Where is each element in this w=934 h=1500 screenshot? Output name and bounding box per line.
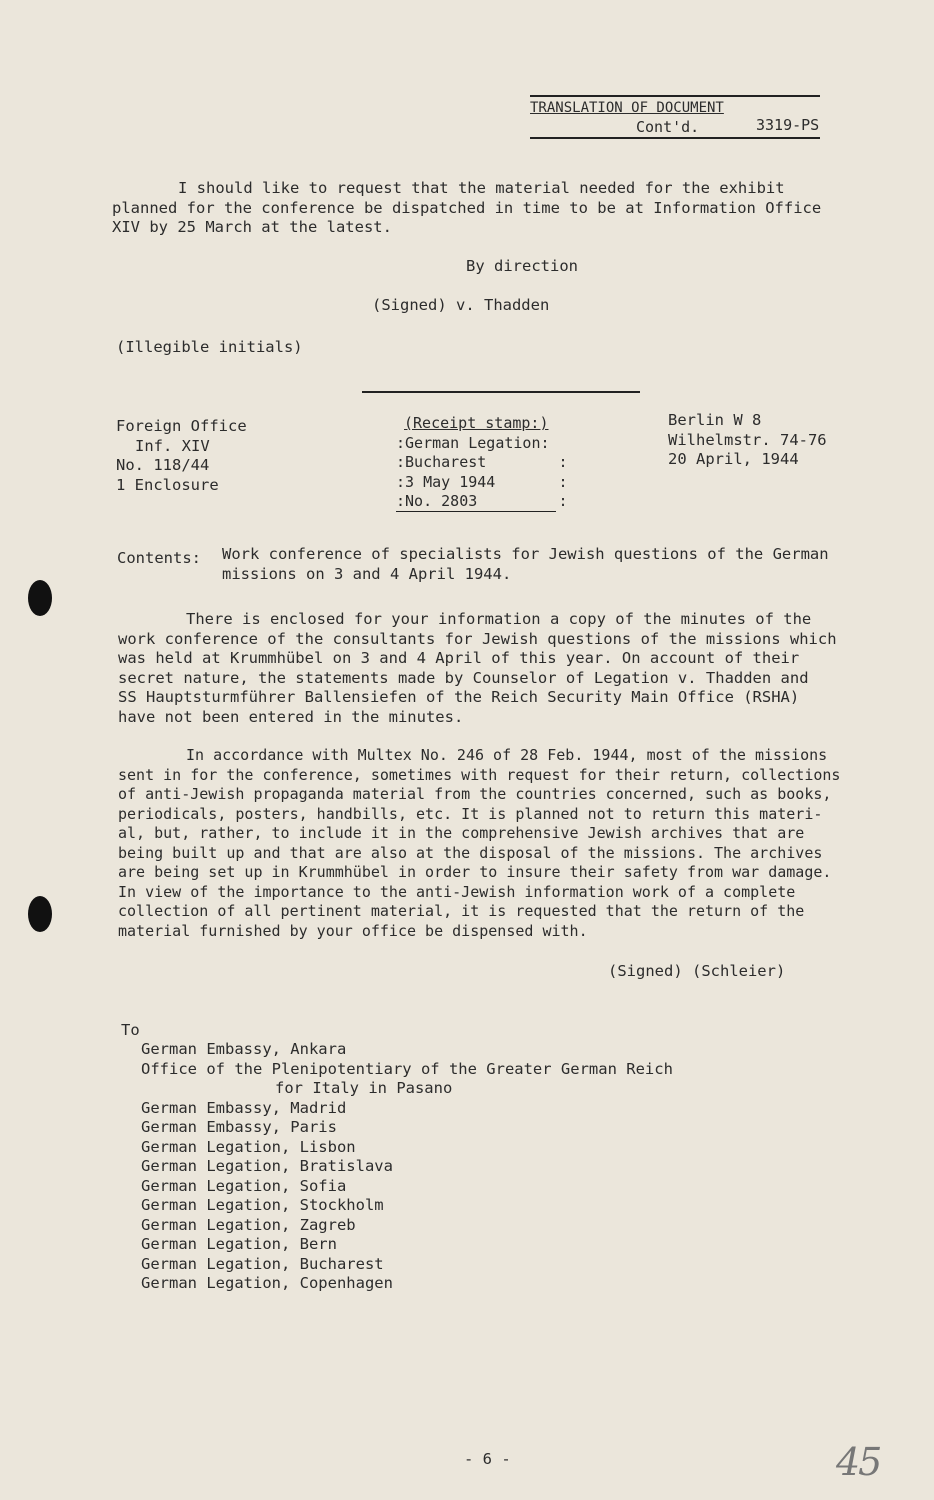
- sender-number: No. 118/44: [116, 456, 210, 474]
- handwritten-page-number: 45: [836, 1440, 881, 1484]
- place-date-block: [668, 411, 827, 470]
- list-item: German Legation, Lisbon: [141, 1137, 356, 1156]
- page-number: - 6 -: [464, 1450, 511, 1468]
- stamp-date: :3 May 1944 :: [396, 472, 568, 491]
- list-item: German Embassy, Paris: [141, 1118, 337, 1136]
- stamp-number: :No. 2803 :: [396, 492, 568, 510]
- sender-block: [116, 417, 247, 495]
- recipient-list: [141, 1040, 673, 1294]
- list-item: German Legation, Bern: [141, 1235, 337, 1253]
- signed-thadden: (Signed) v. Thadden: [372, 296, 550, 314]
- list-item: Office of the Plenipotentiary of the Greater German Reich: [141, 1059, 673, 1078]
- sender-enclosure: 1 Enclosure: [116, 475, 219, 494]
- signature-schleier: (Signed) (Schleier): [608, 962, 786, 980]
- opening-paragraph: I should like to request that the material needed for the exhibit planned for the conference be dispatched in time to be at Information Office XIV by 25 March at the latest.: [112, 179, 822, 236]
- punch-hole-top: [28, 580, 52, 616]
- list-item: German Legation, Stockholm: [141, 1196, 384, 1214]
- body-paragraph-1: There is enclosed for your information a copy of the minutes of the work conference of the consultants for Jewish questions of the missions which was held at Krummhübel on 3 and 4 April of this year. On account of their secret nature, the statements made by Counselor of Legation v. Thadden and SS Hauptsturmführer Ballensiefen of the Reich Security Main Office (RSHA) have not been entered in the minutes.: [118, 610, 837, 726]
- sender-division: Inf. XIV: [135, 436, 210, 455]
- contents-text: Work conference of specialists for Jewish questions of the German missions on 3 and 4 April 1944.: [222, 545, 829, 583]
- list-item: German Legation, Zagreb: [141, 1215, 356, 1234]
- document-title: TRANSLATION OF DOCUMENT: [530, 100, 724, 116]
- list-item: German Embassy, Ankara: [141, 1040, 347, 1058]
- stamp-heading: (Receipt stamp:): [404, 414, 549, 432]
- sender-office: Foreign Office: [116, 417, 247, 435]
- receipt-stamp: [396, 414, 568, 512]
- place-street: Wilhelmstr. 74-76: [668, 430, 827, 449]
- header-rule-top: [530, 95, 820, 97]
- contents-label: Contents:: [117, 549, 201, 567]
- to-label: To: [121, 1021, 140, 1039]
- list-item: German Legation, Bucharest: [141, 1254, 384, 1273]
- by-direction: By direction: [466, 257, 578, 275]
- list-item: German Embassy, Madrid: [141, 1098, 347, 1117]
- stamp-rule: [396, 511, 556, 512]
- list-item: German Legation, Copenhagen: [141, 1274, 393, 1292]
- letter-date: 20 April, 1944: [668, 450, 799, 468]
- stamp-city: :Bucharest :: [396, 453, 568, 471]
- list-item: for Italy in Pasano: [275, 1079, 453, 1097]
- list-item: German Legation, Sofia: [141, 1176, 347, 1195]
- place-city: Berlin W 8: [668, 411, 762, 429]
- list-item: German Legation, Bratislava: [141, 1157, 393, 1175]
- document-number: 3319-PS: [756, 116, 820, 134]
- stamp-legation: :German Legation:: [396, 433, 550, 452]
- header-rule-bottom: [530, 137, 820, 139]
- body-paragraph-2: In accordance with Multex No. 246 of 28 Feb. 1944, most of the missions sent in for the conference, sometimes with request for their return, collections of anti-Jewish propaganda material from the countries concerned, such as books, periodicals, posters, handbills, etc. It is planned not to return this materi- al, but, rather, to include it in the comprehensive Jewish archives that are being built up and that are also at the disposal of the missions. The archives are being set up in Krummhübel in order to insure their safety from war damage. In view of the importance to the anti-Jewish information work of a complete collection of all pertinent material, it is requested that the return of the material furnished by your office be dispensed with.: [118, 746, 841, 940]
- illegible-initials: (Illegible initials): [116, 338, 303, 356]
- continued-label: Cont'd.: [636, 118, 700, 136]
- punch-hole-bottom: [28, 896, 52, 932]
- section-divider: [362, 391, 640, 393]
